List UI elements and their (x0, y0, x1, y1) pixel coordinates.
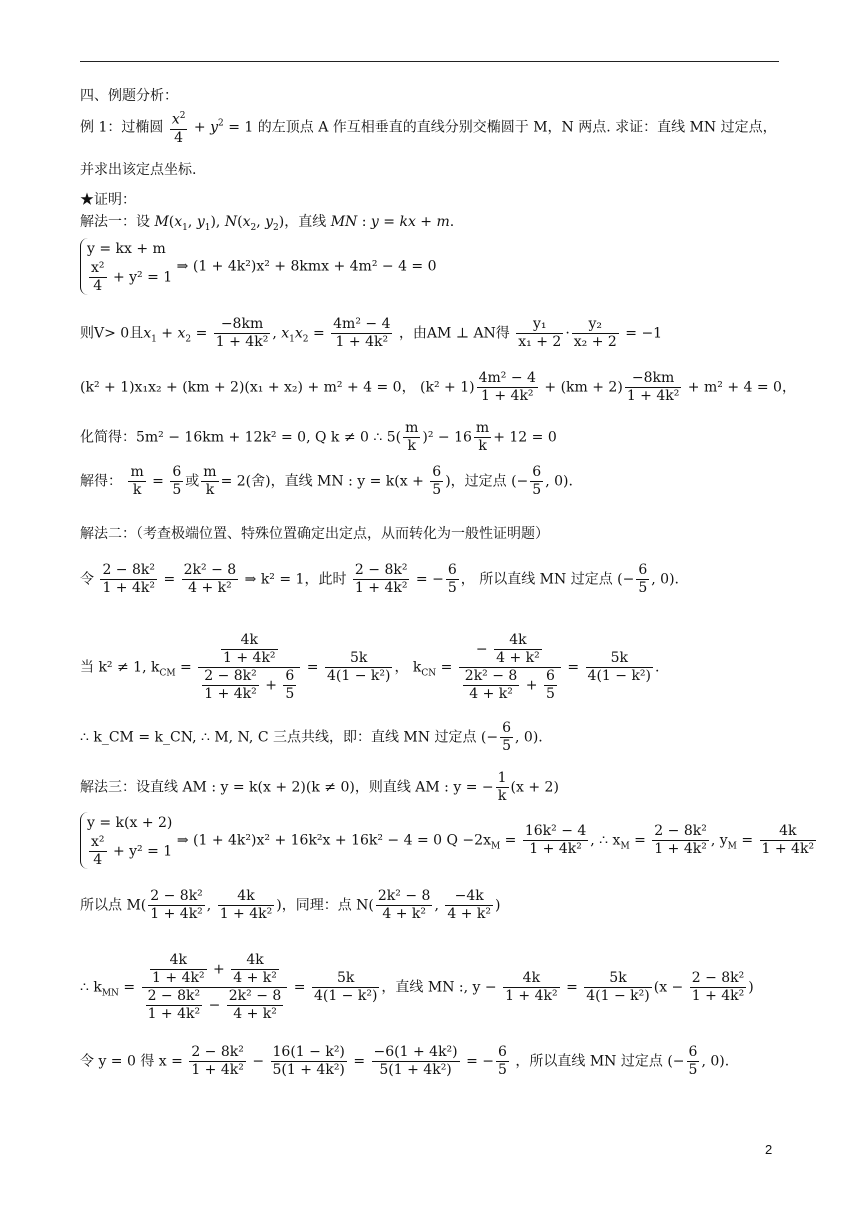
method3-system: y = k(x + 2) $\frac{\text{x²}}{4}$ + y² = 1 ⇒ (1 + 4k²)x² + 16k²x + 16k² − 4 = 0 $Q -2x_M$ = $\frac{\text{16k² − 4}}{\text{1 + 4k²}}$ , ∴ $x_M$ = $\frac{\text{2 − 8k²}}{\text{1 + 4k²}}$ , $y_M$ = $\frac{4k}{\text{1 + 4k²}}$ (80, 812, 818, 869)
method1-solve: 解得： $\frac{m}{k}$ = $\frac{6}{5}$ 或 $\frac{m}{k}$ = 2(舍)，直线 MN : y = k(x + $\frac{6}{5}$ )，过定点 (− $\frac{6}{5}$ , 0). (80, 464, 573, 498)
section-heading: 四、例题分析： (80, 88, 178, 104)
method2-special: 令 $\frac{\text{2 − 8k²}}{\text{1 + 4k²}}$ = $\frac{\text{2k² − 8}}{\text{4 + k²}}$ ⇒ k² = 1，此时 $\frac{\text{2 − 8k²}}{\text{1 + 4k²}}$ = − $\frac{6}{5}$ ， 所以直线 MN 过定点 (− $\frac{6}{5}$ , 0). (80, 562, 680, 596)
method1-expand: (k² + 1)x₁x₂ + (km + 2)(x₁ + x₂) + m² + 4 = 0， (k² + 1) $\frac{\text{4m² − 4}}{\text{1 + 4k²}}$ + (km + 2) $\frac{-8km}{\text{1 + 4k²}}$ + m² + 4 = 0， (80, 370, 796, 404)
page-number: 2 (765, 1142, 773, 1157)
example-statement: 例 1：过椭圆 $\frac{x^2}{4}$ + $y^2 = 1$ 的左顶点 A 作互相垂直的直线分别交椭圆于 M，N 两点. 求证：直线 MN 过定点， (80, 108, 777, 147)
method3-kmn: ∴ $k_{MN}$ = $\frac{4k}{\text{1 + 4k²}}$ + $\frac{4k}{\text{4 + k²}}$ $\frac{\text{2 − 8k²}}{\text{1 + 4k²}}$ − $\frac{\text{2k² − 8}}{\text{4 + k²}}$ = $\frac{5k}{\text{4(1 − k²)}}$ ，直线 MN :, y − $\frac{4k}{\text{1 + 4k²}}$ = $\frac{5k}{\text{4(1 − k²)}}$ (x − $\frac{\text{2 − 8k²}}{\text{1 + 4k²}}$ ) (80, 952, 754, 1022)
method1-title: 解法一：设 $M(x_1$, $y_1$), $N(x_2$, $y_2$)，直线 MN : y = kx + m. (80, 214, 455, 233)
method1-vieta: 则V> 0且$x_1 + x_2$ = $\frac{-8km}{\text{1 + 4k²}}$ , $x_1x_2$ = $\frac{\text{4m² − 4}}{\text{1 + 4k²}}$ ，由AM ⊥ AN得 $\frac{\text{y₁}}{\text{x₁ + 2}}$ · $\frac{\text{y₂}}{\text{x₂ + 2}}$ = −1 (80, 316, 663, 350)
method1-system: y = kx + m $\frac{\text{x²}}{4}$ + y² = 1 ⇒ (1 + 4k²)x² + 8kmx + 4m² − 4 = 0 (80, 238, 437, 295)
method1-simplify: 化简得：5m² − 16km + 12k² = 0, Q k ≠ 0 ∴ 5( $\frac{m}{k}$ )² − 16 $\frac{m}{k}$ + 12 = 0 (80, 420, 557, 454)
header-rule (80, 61, 779, 62)
method3-final: 令 y = 0 得 x = $\frac{\text{2 − 8k²}}{\text{1 + 4k²}}$ − $\frac{\text{16(1 − k²)}}{\text{5(1 + 4k²)}}$ = $\frac{\text{−6(1 + 4k²)}}{\text{5(1 + 4k²)}}$ = − $\frac{6}{5}$ ，所以直线 MN 过定点 (− $\frac{6}{5}$ , 0). (80, 1044, 730, 1078)
proof-heading: ★证明： (80, 192, 136, 208)
method3-title: 解法三：设直线 AM : y = k(x + 2)(k ≠ 0)，则直线 AM : y = − $\frac{1}{k}$ (x + 2) (80, 770, 559, 804)
example-line2: 并求出该定点坐标. (80, 162, 197, 178)
method2-conclude: ∴ k_CM = k_CN, ∴ M, N, C 三点共线，即：直线 MN 过定点 (− $\frac{6}{5}$ , 0). (80, 720, 543, 754)
method3-points: 所以点 M( $\frac{\text{2 − 8k²}}{\text{1 + 4k²}}$ , $\frac{4k}{\text{1 + 4k²}}$ )，同理：点 N( $\frac{\text{2k² − 8}}{\text{4 + k²}}$ , $\frac{-4k}{\text{4 + k²}}$ ) (80, 888, 501, 922)
method2-slopes: 当 k² ≠ 1, $k_{CM}$ = $\frac{4k}{\text{1 + 4k²}}$ $\frac{\text{2 − 8k²}}{\text{1 + 4k²}}$ + $\frac{6}{5}$ = $\frac{5k}{\text{4(1 − k²)}}$ ， $k_{CN}$ = − $\frac{4k}{\text{4 + k²}}$ $\frac{\text{2k² − 8}}{\text{4 + k²}}$ + $\frac{6}{5}$ = $\frac{5k}{\text{4(1 − k²)}}$ . (80, 632, 660, 702)
method2-title: 解法二：（考查极端位置、特殊位置确定出定点，从而转化为一般性证明题） (80, 526, 549, 542)
